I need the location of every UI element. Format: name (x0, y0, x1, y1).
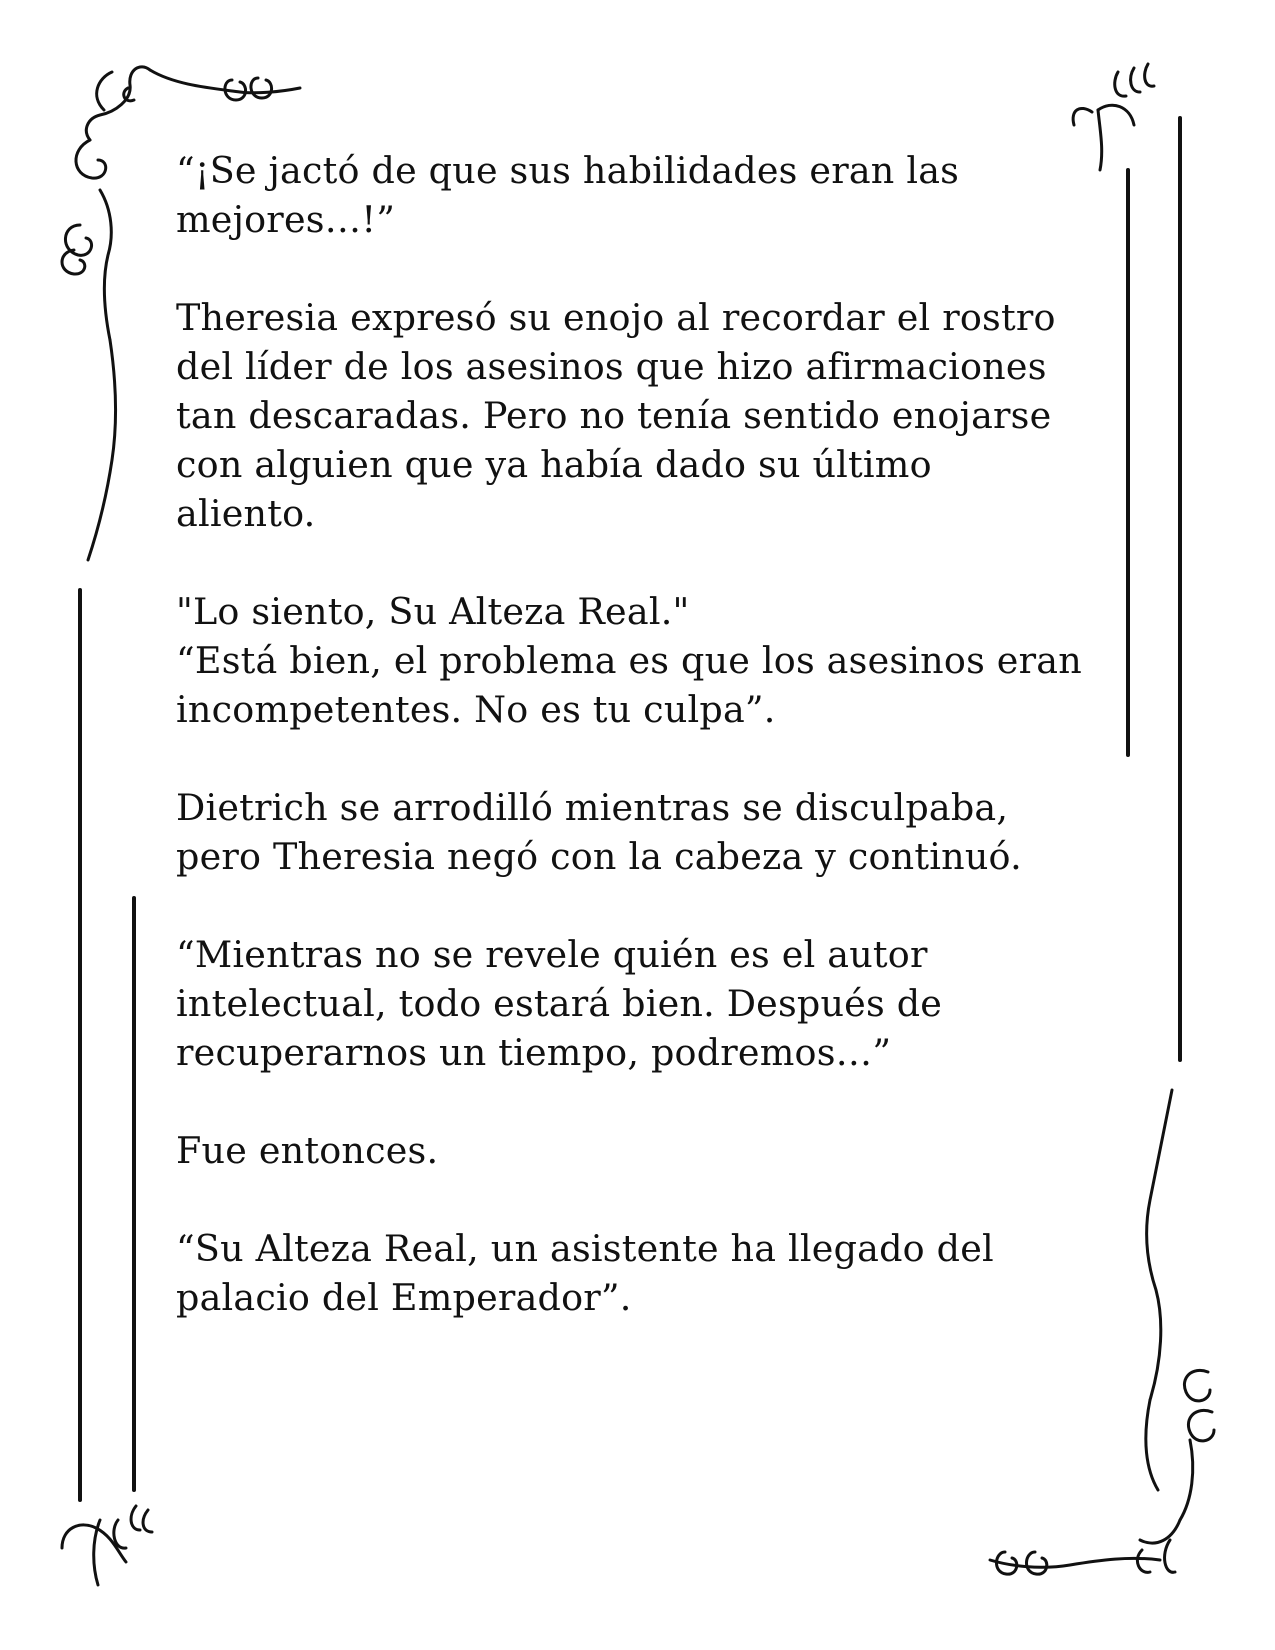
paragraph (176, 1224, 1116, 1322)
text-line: pero Theresia negó con la cabeza y continuó. (176, 835, 1022, 878)
text-line: "Lo siento, Su Alteza Real." (176, 590, 690, 633)
paragraph (176, 1126, 1116, 1175)
text-line: aliento. (176, 492, 316, 535)
text-line: tan descaradas. Pero no tenía sentido enojarse (176, 394, 1052, 437)
text-line: palacio del Emperador”. (176, 1276, 632, 1319)
text-line: “Su Alteza Real, un asistente ha llegado del (176, 1227, 994, 1270)
bottom-left-flourish (62, 1506, 152, 1585)
text-line: Theresia expresó su enojo al recordar el rostro (176, 296, 1056, 339)
text-line: del líder de los asesinos que hizo afirmaciones (176, 345, 1047, 388)
right-border-lines (1128, 118, 1180, 1060)
text-line: mejores…!” (176, 198, 396, 241)
text-line: “Mientras no se revele quién es el autor (176, 933, 928, 976)
text-line: “Está bien, el problema es que los asesinos eran (176, 639, 1082, 682)
text-line: Dietrich se arrodilló mientras se disculpaba, (176, 786, 1009, 829)
story-text (176, 146, 1116, 1371)
text-line: Fue entonces. (176, 1129, 439, 1172)
paragraph (176, 587, 1116, 734)
paragraph (176, 930, 1116, 1077)
paragraph (176, 146, 1116, 244)
paragraph (176, 783, 1116, 881)
text-line: “¡Se jactó de que sus habilidades eran las (176, 149, 960, 192)
left-border-lines (80, 590, 134, 1500)
paragraph (176, 293, 1116, 538)
text-line: recuperarnos un tiempo, podremos…” (176, 1031, 892, 1074)
text-line: incompetentes. No es tu culpa”. (176, 688, 776, 731)
text-line: intelectual, todo estará bien. Después de (176, 982, 943, 1025)
text-line: con alguien que ya había dado su último (176, 443, 932, 486)
